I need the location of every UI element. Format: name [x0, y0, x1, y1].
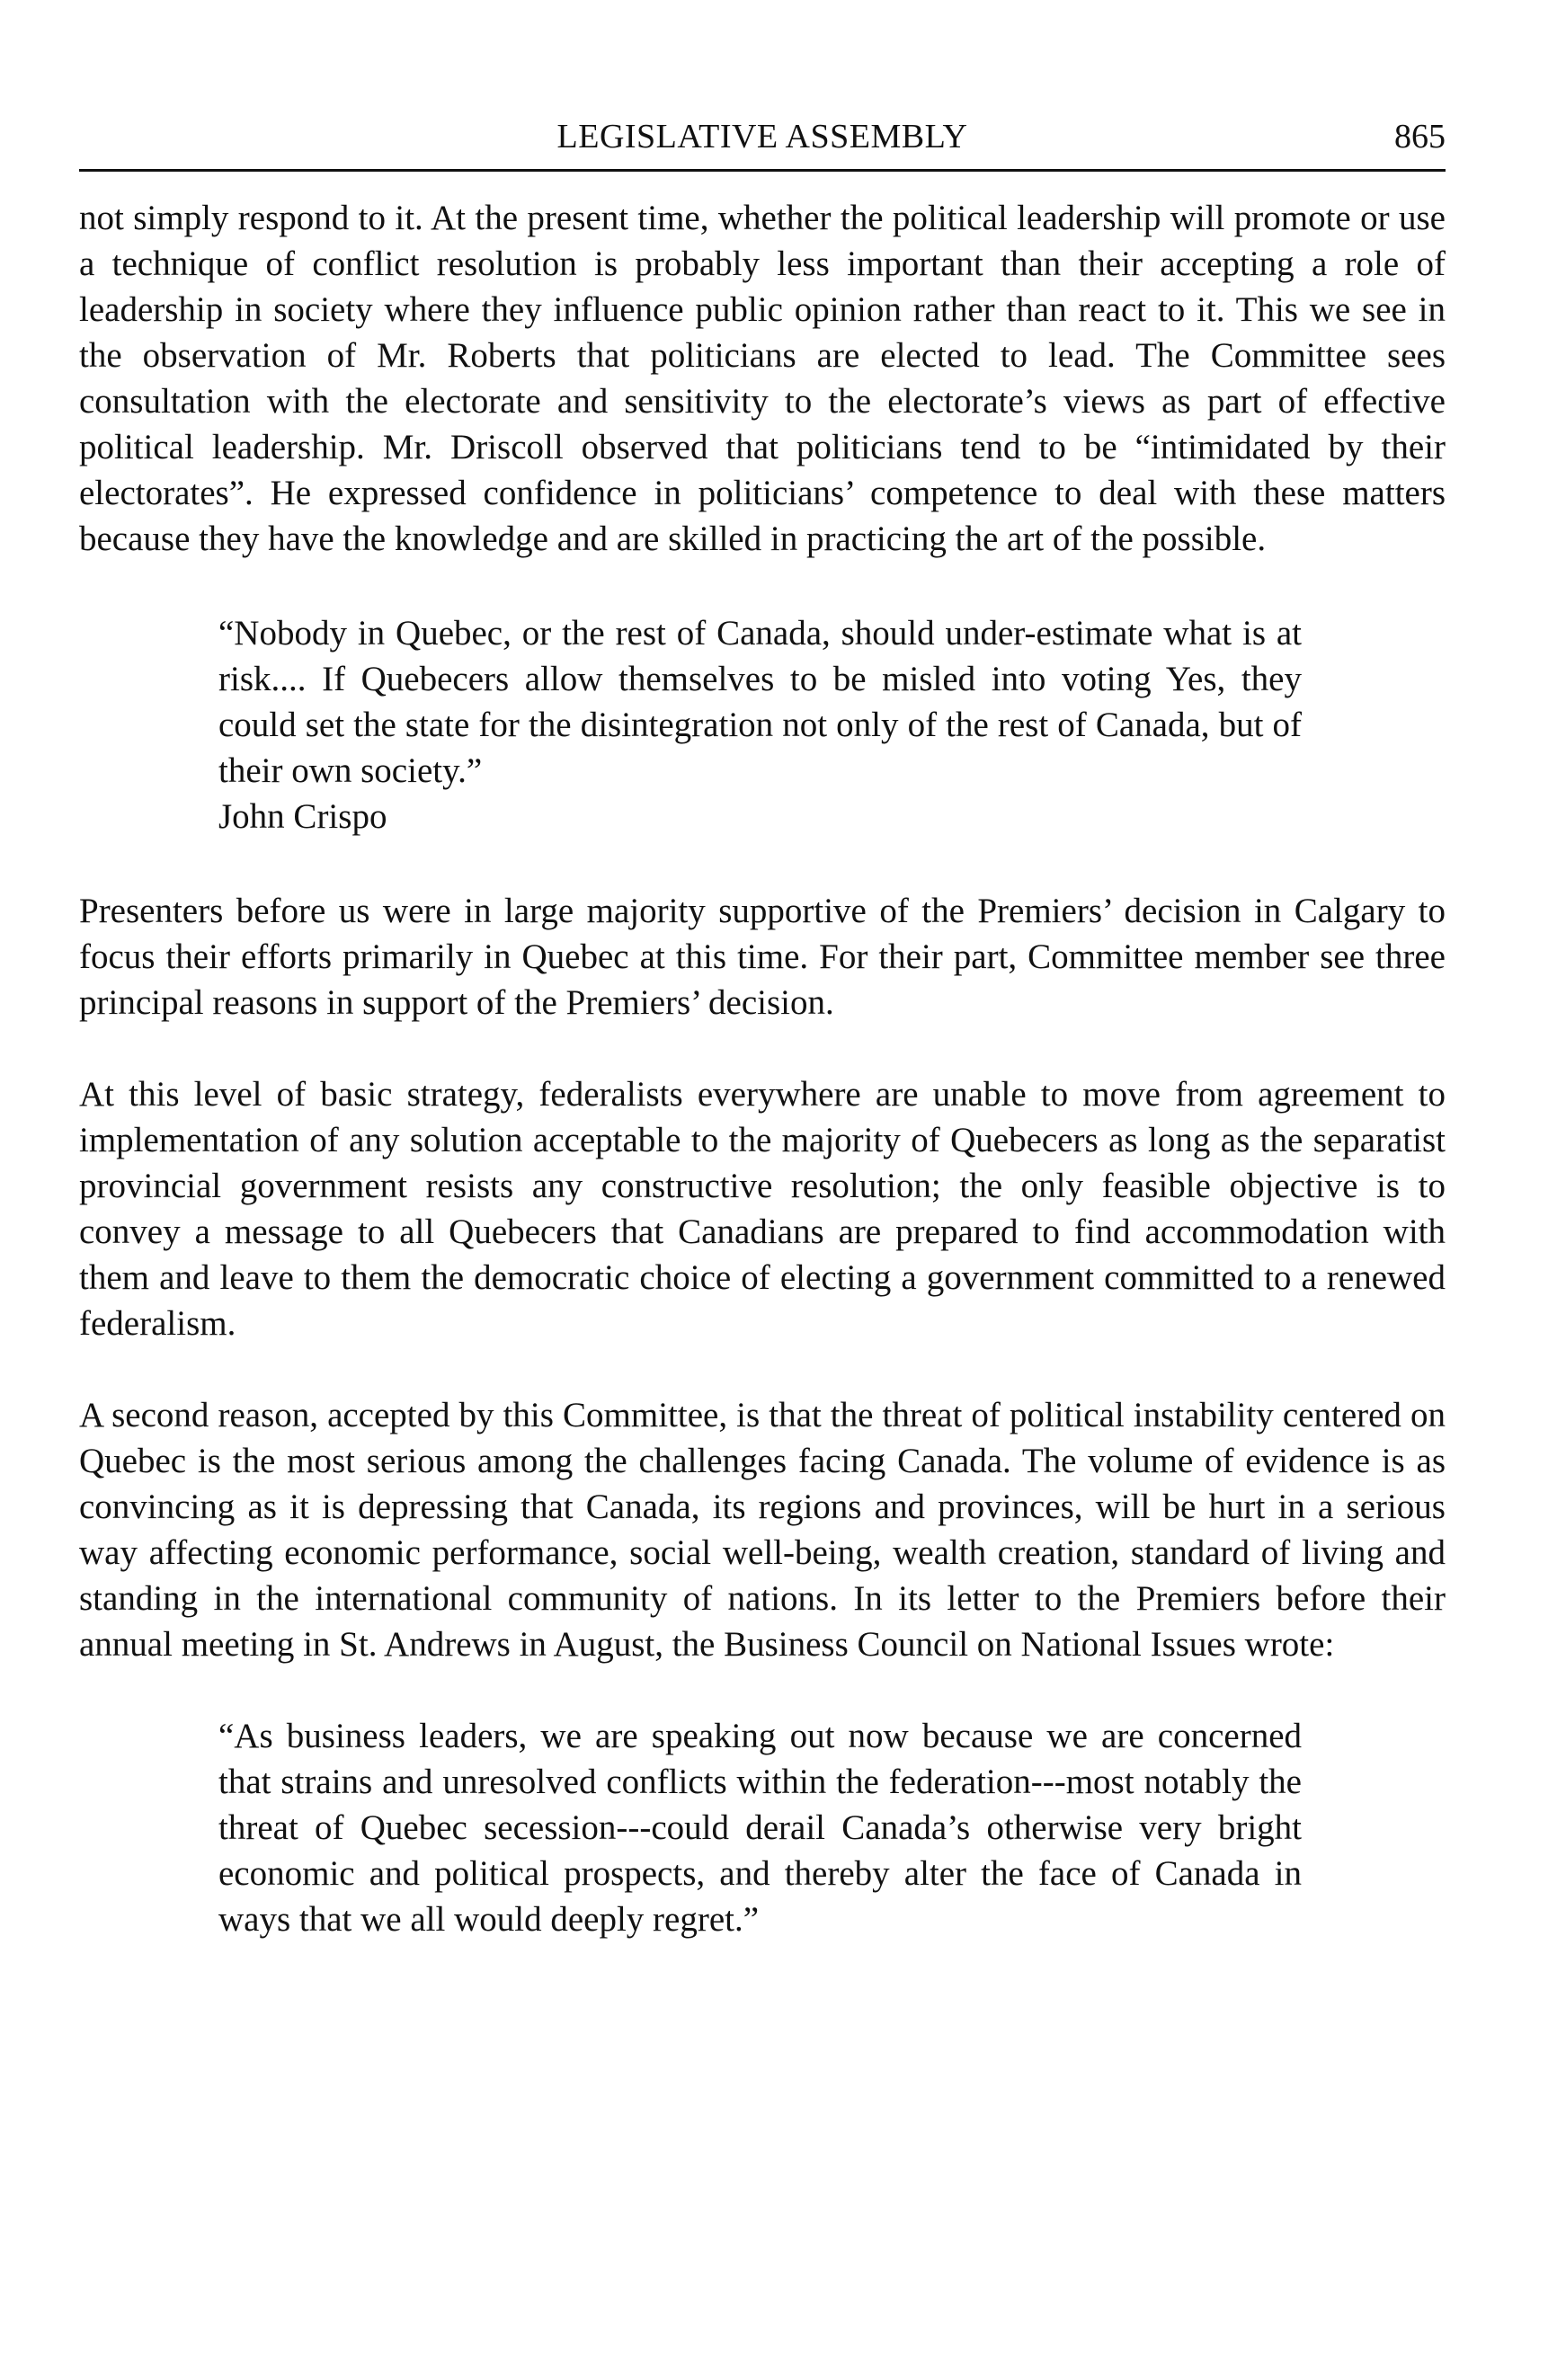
- quote-text-crispo: “Nobody in Quebec, or the rest of Canada, should under-estimate what is at risk.... If Quebecers allow themselves to be misled into voting Yes, they could set the state for the disintegration not only of the rest of Canada, but of their own society.”: [218, 614, 1302, 790]
- running-title: LEGISLATIVE ASSEMBLY: [556, 118, 968, 155]
- block-quote-crispo: [218, 610, 1302, 839]
- block-quote-bcni: [218, 1713, 1302, 1942]
- body-paragraph-4: A second reason, accepted by this Committee, is that the threat of political instability centered on Quebec is the most serious among the challenges facing Canada. The volume of evidence is as convincing as it is depressing that Canada, its regions and provinces, will be hurt in a serious way affecting economic performance, social well-being, wealth creation, standard of living and standing in the international community of nations. In its letter to the Premiers before their annual meeting in St. Andrews in August, the Business Council on National Issues wrote:: [79, 1396, 1446, 1664]
- body-paragraph-2: Presenters before us were in large majority supportive of the Premiers’ decision in Calgary to focus their efforts primarily in Quebec at this time. For their part, Committee member see three principal reasons in support of the Premiers’ decision.: [79, 892, 1446, 1022]
- page-number: 865: [1394, 118, 1446, 155]
- document-page: [79, 115, 1446, 1942]
- quote-text-bcni: “As business leaders, we are speaking out now because we are concerned that strains and unresolved conflicts within the federation---most notably the threat of Quebec secession---could derail Canada’s otherwise very bright economic and political prospects, and thereby alter the face of Canada in ways that we all would deeply regret.”: [218, 1717, 1302, 1939]
- quote-attribution: John Crispo: [218, 797, 387, 836]
- page-header: [79, 115, 1446, 172]
- body-paragraph-1: not simply respond to it. At the present time, whether the political leadership will promote or use a technique of conflict resolution is probably less important than their accepting a role of leadership in society where they influence public opinion rather than react to it. This we see in the observation of Mr. Roberts that politicians are elected to lead. The Committee sees consultation with the electorate and sensitivity to the electorate’s views as part of effective political leadership. Mr. Driscoll observed that politicians tend to be “intimidated by their electorates”. He expressed confidence in politicians’ competence to deal with these matters because they have the knowledge and are skilled in practicing the art of the possible.: [79, 199, 1446, 558]
- body-paragraph-3: At this level of basic strategy, federalists everywhere are unable to move from agreement to implementation of any solution acceptable to the majority of Quebecers as long as the separatist provincial government resists any constructive resolution; the only feasible objective is to convey a message to all Quebecers that Canadians are prepared to find accommodation with them and leave to them the democratic choice of electing a government committed to a renewed federalism.: [79, 1075, 1446, 1343]
